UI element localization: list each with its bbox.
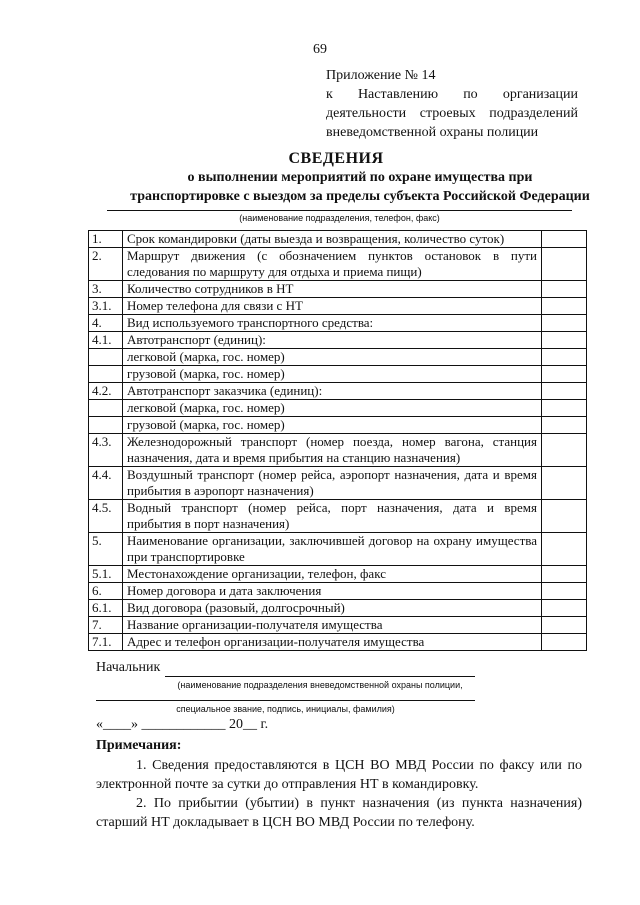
row-label: Количество сотрудников в НТ	[123, 281, 542, 298]
appendix-line-2: к Наставлению по организации	[326, 87, 578, 102]
row-value-cell[interactable]	[542, 467, 587, 500]
appendix-header	[326, 66, 578, 142]
subtitle-line-1: о выполнении мероприятий по охране имущества при	[187, 170, 533, 185]
row-number: 7.1.	[89, 634, 123, 651]
appendix-title: Приложение № 14	[326, 68, 436, 83]
row-number: 5.1.	[89, 566, 123, 583]
table-row	[89, 383, 587, 400]
row-number: 2.	[89, 248, 123, 281]
chief-fill-line-2	[96, 700, 475, 701]
row-value-cell[interactable]	[542, 248, 587, 281]
row-value-cell[interactable]	[542, 298, 587, 315]
row-label: Вид договора (разовый, долгосрочный)	[123, 600, 542, 617]
row-label: Номер телефона для связи с НТ	[123, 298, 542, 315]
document-title: СВЕДЕНИЯ	[288, 150, 384, 167]
chief-caption-2: специальное звание, подпись, инициалы, фамилия)	[176, 704, 395, 714]
date-line: «____» ____________ 20__ г.	[96, 717, 269, 732]
unit-fill-line	[107, 210, 572, 211]
row-number	[89, 366, 123, 383]
table-row	[89, 467, 587, 500]
row-value-cell[interactable]	[542, 533, 587, 566]
row-number	[89, 400, 123, 417]
row-number: 4.5.	[89, 500, 123, 533]
row-label: Водный транспорт (номер рейса, порт назначения, дата и время прибытия в порт назначения)	[123, 500, 542, 533]
note-1: 1. Сведения предоставляются в ЦСН ВО МВД России по факсу или по электронной почте за сутки до отправления НТ в командировку.	[96, 758, 582, 792]
row-number: 7.	[89, 617, 123, 634]
table-row	[89, 634, 587, 651]
row-label: Номер договора и дата заключения	[123, 583, 542, 600]
row-label: грузовой (марка, гос. номер)	[123, 417, 542, 434]
row-label: Автотранспорт (единиц):	[123, 332, 542, 349]
table-row	[89, 349, 587, 366]
row-value-cell[interactable]	[542, 281, 587, 298]
form-table	[88, 230, 587, 651]
table-row	[89, 434, 587, 467]
appendix-line-3: деятельности строевых подразделений	[326, 106, 578, 121]
row-label: грузовой (марка, гос. номер)	[123, 366, 542, 383]
row-value-cell[interactable]	[542, 366, 587, 383]
row-label: Автотранспорт заказчика (единиц):	[123, 383, 542, 400]
note-2: 2. По прибытии (убытии) в пункт назначения (из пункта назначения) старший НТ докладывает в ЦСН ВО МВД России по телефону.	[96, 796, 582, 830]
row-value-cell[interactable]	[542, 434, 587, 467]
row-value-cell[interactable]	[542, 332, 587, 349]
table-row	[89, 315, 587, 332]
unit-caption: (наименование подразделения, телефон, факс)	[239, 213, 440, 223]
row-value-cell[interactable]	[542, 583, 587, 600]
row-label: Воздушный транспорт (номер рейса, аэропорт назначения, дата и время прибытия в аэропорт назначения)	[123, 467, 542, 500]
subtitle-line-2: транспортировке с выездом за пределы субъекта Российской Федерации	[130, 189, 590, 204]
chief-label: Начальник	[96, 660, 161, 675]
row-value-cell[interactable]	[542, 417, 587, 434]
row-label: Наименование организации, заключившей договор на охрану имущества при транспортировке	[123, 533, 542, 566]
row-value-cell[interactable]	[542, 349, 587, 366]
row-number: 4.2.	[89, 383, 123, 400]
row-label: Адрес и телефон организации-получателя имущества	[123, 634, 542, 651]
table-row	[89, 617, 587, 634]
row-value-cell[interactable]	[542, 383, 587, 400]
row-number: 4.	[89, 315, 123, 332]
table-row	[89, 417, 587, 434]
row-number	[89, 349, 123, 366]
row-label: легковой (марка, гос. номер)	[123, 400, 542, 417]
row-label: Вид используемого транспортного средства:	[123, 315, 542, 332]
row-number: 3.1.	[89, 298, 123, 315]
row-value-cell[interactable]	[542, 500, 587, 533]
row-number	[89, 417, 123, 434]
table-row	[89, 248, 587, 281]
appendix-line-4: вневедомственной охраны полиции	[326, 125, 539, 140]
row-number: 5.	[89, 533, 123, 566]
page-number: 69	[313, 42, 327, 57]
table-row	[89, 332, 587, 349]
row-value-cell[interactable]	[542, 566, 587, 583]
table-row	[89, 566, 587, 583]
row-value-cell[interactable]	[542, 315, 587, 332]
row-number: 3.	[89, 281, 123, 298]
row-label: Срок командировки (даты выезда и возвращения, количество суток)	[123, 231, 542, 248]
table-row	[89, 500, 587, 533]
row-label: Местонахождение организации, телефон, факс	[123, 566, 542, 583]
row-label: Железнодорожный транспорт (номер поезда, номер вагона, станция назначения, дата и время прибытия на станцию назначения)	[123, 434, 542, 467]
table-row	[89, 533, 587, 566]
chief-fill-line	[165, 676, 475, 677]
row-value-cell[interactable]	[542, 231, 587, 248]
row-value-cell[interactable]	[542, 600, 587, 617]
table-row	[89, 298, 587, 315]
table-row	[89, 231, 587, 248]
row-label: Маршрут движения (с обозначением пунктов остановок в пути следования по маршруту для отдыха и приема пищи)	[123, 248, 542, 281]
document-subtitle	[80, 168, 640, 206]
table-row	[89, 400, 587, 417]
row-number: 6.	[89, 583, 123, 600]
row-number: 4.3.	[89, 434, 123, 467]
row-value-cell[interactable]	[542, 400, 587, 417]
row-number: 4.4.	[89, 467, 123, 500]
row-number: 1.	[89, 231, 123, 248]
table-row	[89, 281, 587, 298]
chief-caption-1: (наименование подразделения вневедомственной охраны полиции,	[177, 680, 463, 690]
row-label: легковой (марка, гос. номер)	[123, 349, 542, 366]
table-row	[89, 366, 587, 383]
row-value-cell[interactable]	[542, 617, 587, 634]
form-table-body	[89, 231, 587, 651]
row-number: 4.1.	[89, 332, 123, 349]
notes-heading: Примечания:	[96, 738, 182, 753]
table-row	[89, 583, 587, 600]
row-number: 6.1.	[89, 600, 123, 617]
row-value-cell[interactable]	[542, 634, 587, 651]
row-label: Название организации-получателя имущества	[123, 617, 542, 634]
table-row	[89, 600, 587, 617]
